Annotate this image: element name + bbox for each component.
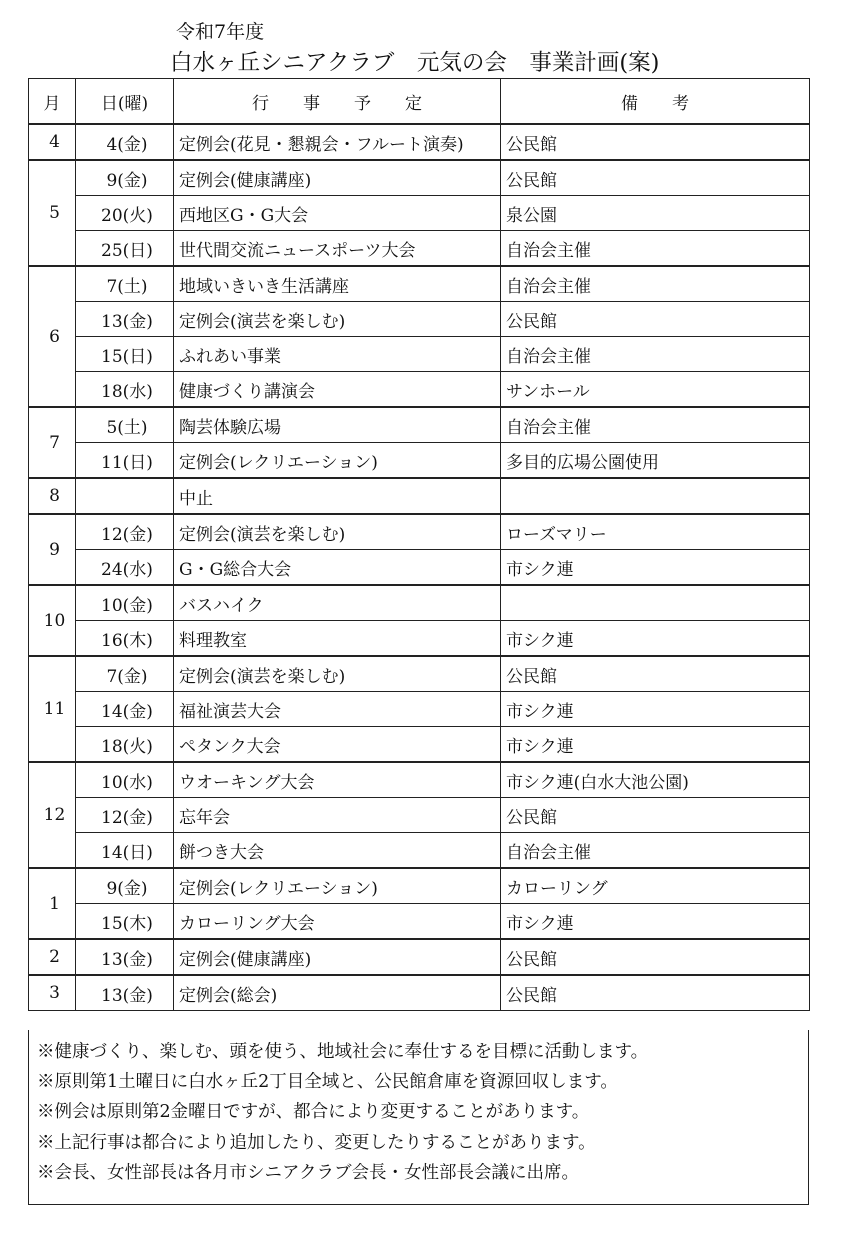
event-cell: 陶芸体験広場 [174,407,501,443]
table-row [29,514,810,550]
note-cell: 自治会主催 [501,407,810,443]
note-item: ※例会は原則第2金曜日ですが、都合により変更することがあります。 [37,1102,590,1123]
note-cell: 泉公園 [501,196,810,231]
month-cell: 11 [29,656,76,762]
event-cell: ウオーキング大会 [174,762,501,798]
event-cell: 定例会(レクリエーション) [174,443,501,479]
note-cell: 自治会主催 [501,337,810,372]
note-cell [501,478,810,514]
event-cell: 定例会(演芸を楽しむ) [174,656,501,692]
event-cell: カローリング大会 [174,904,501,940]
date-cell: 15(日) [76,337,174,372]
date-cell: 13(金) [76,975,174,1011]
event-cell: 餅つき大会 [174,833,501,869]
event-cell: 定例会(花見・懇親会・フルート演奏) [174,124,501,160]
date-cell: 12(金) [76,798,174,833]
note-cell: 多目的広場公園使用 [501,443,810,479]
event-cell: 料理教室 [174,621,501,657]
note-cell: サンホール [501,372,810,408]
note-cell: 公民館 [501,798,810,833]
table-row [29,798,810,833]
date-cell: 14(金) [76,692,174,727]
table-header-row [29,79,810,125]
table-row [29,372,810,408]
table-row [29,196,810,231]
note-cell: 自治会主催 [501,266,810,302]
table-row [29,407,810,443]
date-cell: 15(木) [76,904,174,940]
date-cell: 7(土) [76,266,174,302]
table-row [29,478,810,514]
note-cell: 自治会主催 [501,833,810,869]
note-cell: 公民館 [501,124,810,160]
column-header-event: 行 事 予 定 [174,79,501,125]
date-cell: 18(火) [76,727,174,763]
month-cell: 2 [29,939,76,975]
month-cell: 10 [29,585,76,656]
date-cell: 18(水) [76,372,174,408]
note-cell: 公民館 [501,975,810,1011]
date-cell: 10(水) [76,762,174,798]
date-cell: 9(金) [76,160,174,196]
event-cell: 定例会(総会) [174,975,501,1011]
table-row [29,939,810,975]
table-row [29,904,810,940]
date-cell: 4(金) [76,124,174,160]
table-row [29,302,810,337]
event-cell: 西地区G・G大会 [174,196,501,231]
table-row [29,833,810,869]
note-cell: 市シク連(白水大池公園) [501,762,810,798]
month-cell: 5 [29,160,76,266]
date-cell: 25(日) [76,231,174,267]
table-row [29,443,810,479]
note-cell: 公民館 [501,656,810,692]
note-cell [501,585,810,621]
event-cell: 定例会(健康講座) [174,160,501,196]
column-header-month: 月 [29,79,76,125]
date-cell: 5(土) [76,407,174,443]
date-cell: 24(水) [76,550,174,586]
table-row [29,231,810,267]
date-cell: 16(木) [76,621,174,657]
date-cell [76,478,174,514]
note-cell: 市シク連 [501,692,810,727]
date-cell: 11(日) [76,443,174,479]
table-row [29,692,810,727]
column-header-date: 日(曜) [76,79,174,125]
note-item: ※会長、女性部長は各月市シニアクラブ会長・女性部長会議に出席。 [37,1162,579,1183]
event-cell: ペタンク大会 [174,727,501,763]
table-row [29,975,810,1011]
date-cell: 10(金) [76,585,174,621]
column-header-note: 備 考 [501,79,810,125]
table-row [29,727,810,763]
event-cell: 福祉演芸大会 [174,692,501,727]
table-row [29,337,810,372]
note-cell: 市シク連 [501,727,810,763]
event-cell: バスハイク [174,585,501,621]
date-cell: 13(金) [76,939,174,975]
month-cell: 4 [29,124,76,160]
month-cell: 7 [29,407,76,478]
table-row [29,550,810,586]
event-cell: 中止 [174,478,501,514]
table-row [29,656,810,692]
document-title: 白水ヶ丘シニアクラブ 元気の会 事業計画(案) [170,50,660,76]
month-cell: 9 [29,514,76,585]
table-row [29,160,810,196]
month-cell: 3 [29,975,76,1011]
event-cell: 世代間交流ニュースポーツ大会 [174,231,501,267]
date-cell: 13(金) [76,302,174,337]
event-cell: 定例会(レクリエーション) [174,868,501,904]
table-row [29,585,810,621]
note-cell: ローズマリー [501,514,810,550]
table-row [29,621,810,657]
table-row [29,762,810,798]
notes-section [28,1030,809,1205]
month-cell: 12 [29,762,76,868]
note-cell: 公民館 [501,160,810,196]
note-cell: 市シク連 [501,904,810,940]
note-cell: 公民館 [501,302,810,337]
schedule-body [29,124,810,1011]
note-cell: 市シク連 [501,550,810,586]
note-cell: 公民館 [501,939,810,975]
event-cell: 地域いきいき生活講座 [174,266,501,302]
note-item: ※上記行事は都合により追加したり、変更したりすることがあります。 [37,1132,596,1153]
event-cell: 定例会(演芸を楽しむ) [174,514,501,550]
date-cell: 7(金) [76,656,174,692]
month-cell: 6 [29,266,76,407]
note-item: ※原則第1土曜日に白水ヶ丘2丁目全域と、公民館倉庫を資源回収します。 [37,1072,618,1093]
table-row [29,868,810,904]
note-cell: 市シク連 [501,621,810,657]
fiscal-year: 令和7年度 [176,21,265,43]
note-item: ※健康づくり、楽しむ、頭を使う、地域社会に奉仕するを目標に活動します。 [37,1042,649,1062]
month-cell: 1 [29,868,76,939]
event-cell: ふれあい事業 [174,337,501,372]
date-cell: 20(火) [76,196,174,231]
date-cell: 14(日) [76,833,174,869]
event-cell: 定例会(健康講座) [174,939,501,975]
event-cell: 健康づくり講演会 [174,372,501,408]
event-cell: 定例会(演芸を楽しむ) [174,302,501,337]
table-row [29,124,810,160]
table-row [29,266,810,302]
note-cell: 自治会主催 [501,231,810,267]
date-cell: 12(金) [76,514,174,550]
date-cell: 9(金) [76,868,174,904]
note-cell: カローリング [501,868,810,904]
month-cell: 8 [29,478,76,514]
schedule-table [28,78,810,1011]
event-cell: G・G総合大会 [174,550,501,586]
event-cell: 忘年会 [174,798,501,833]
